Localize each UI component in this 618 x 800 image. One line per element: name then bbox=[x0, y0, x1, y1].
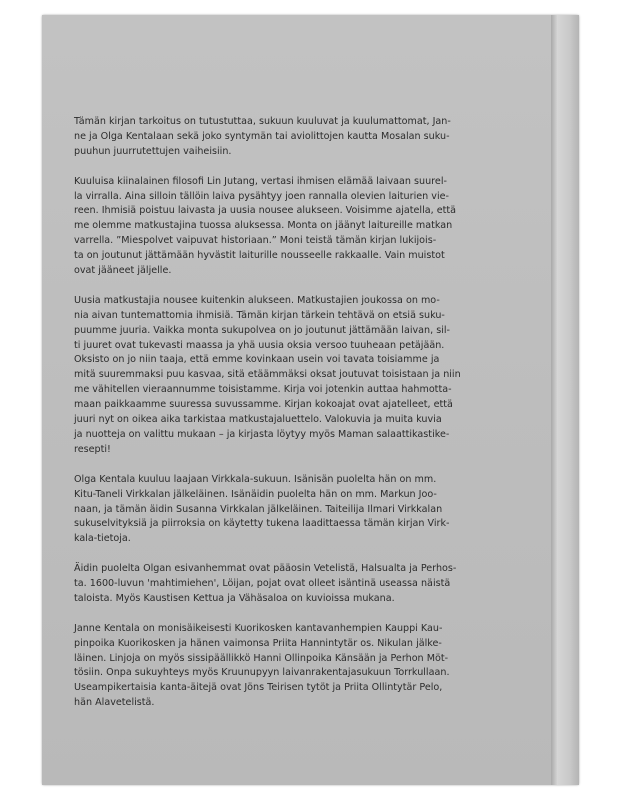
text-line: Olga Kentala kuuluu laajaan Virkkala-sukuun. Isänisän puolelta hän on mm. bbox=[74, 473, 437, 485]
text-line: Kuuluisa kiinalainen filosofi Lin Jutang, vertasi ihmisen elämää laivaan suurel- bbox=[74, 175, 447, 187]
text-line: kala-tietoja. bbox=[74, 533, 131, 545]
text-line: Uusia matkustajia nousee kuitenkin alukseen. Matkustajien joukossa on mo- bbox=[74, 294, 440, 306]
text-line: Oksisto on jo niin taaja, että emme kovinkaan usein voi tavata toisiamme ja bbox=[74, 354, 440, 366]
text-line: mitä suuremmaksi puu kasvaa, sitä etäämmäksi oksat joutuvat toisistaan ja niin bbox=[74, 369, 461, 381]
text-line: ovat jääneet jäljelle. bbox=[74, 265, 172, 277]
text-line: me olemme matkustajina tuossa aluksessa. Monta on jäänyt laitureille matkan bbox=[74, 220, 453, 232]
text-line: puuhun juurrutettujen vaiheisiin. bbox=[74, 145, 232, 157]
blurb-paragraph-4 bbox=[74, 473, 470, 548]
blurb-paragraph-5 bbox=[74, 562, 470, 607]
text-line: tösiin. Onpa sukuyhteys myös Kruunupyyn laivanrakentajasukuun Torrkullaan. bbox=[74, 667, 450, 679]
text-line: naan, ja tämän äidin Susanna Virkkalan jälkeläinen. Taiteilija Ilmari Virkkalan bbox=[74, 503, 443, 515]
text-line: ti juuret ovat tukevasti maassa ja yhä uusia oksia versoo tuuheaan petäjään. bbox=[74, 339, 445, 351]
text-line: resepti! bbox=[74, 443, 111, 455]
text-line: puumme juuria. Vaikka monta sukupolvea on jo joutunut jättämään laivan, sil- bbox=[74, 324, 451, 336]
text-line: läinen. Linjoja on myös sissipäällikkö Hanni Ollinpoika Känsään ja Perhon Möt- bbox=[74, 652, 449, 664]
text-line: ja nuotteja on valittu mukaan – ja kirjasta löytyy myös Maman salaattikastike- bbox=[74, 429, 450, 440]
text-line: sukuselvityksiä ja piirroksia on käytetty tukena laadittaessa tämän kirjan Virk- bbox=[74, 518, 450, 530]
text-line: Useampikertaisia kanta-äitejä ovat Jöns Teirisen tytöt ja Priita Ollintytär Pelo, bbox=[74, 682, 443, 694]
text-line: hän Alavetelistä. bbox=[74, 697, 155, 709]
text-line: Kitu-Taneli Virkkalan jälkeläinen. Isänäidin puolelta hän on mm. Markun Joo- bbox=[74, 488, 437, 500]
text-line: pinpoika Kuorikosken ja hänen vaimonsa Priita Hannintytär os. Nikulan jälke- bbox=[74, 637, 442, 649]
text-line: ta. 1600-luvun 'mahtimiehen', Löijan, pojat ovat olleet isäntinä useassa näistä bbox=[74, 578, 451, 590]
text-line: varrella. ”Miespolvet vaipuvat historiaan.” Moni teistä tämän kirjan lukijois- bbox=[74, 235, 437, 247]
text-line: Janne Kentala on monisäikeisesti Kuorikosken kantavanhempien Kauppi Kau- bbox=[74, 622, 443, 634]
text-line: nia aivan tuntemattomia ihmisiä. Tämän kirjan tärkein tehtävä on etsiä suku- bbox=[74, 309, 445, 321]
text-line: ta on joutunut jättämään hyvästit laiturille nousseelle rakkaalle. Vain muistot bbox=[74, 250, 445, 262]
book-spine bbox=[557, 15, 579, 785]
text-line: reen. Ihmisiä poistuu laivasta ja uusia nousee alukseen. Voisimme ajatella, että bbox=[74, 205, 457, 217]
back-cover-blurb bbox=[74, 115, 470, 726]
text-line: taloista. Myös Kaustisen Kettua ja Vähäsaloa on kuvioissa mukana. bbox=[74, 592, 395, 604]
text-line: Äidin puolelta Olgan esivanhemmat ovat pääosin Vetelistä, Halsualta ja Perhos- bbox=[74, 563, 457, 575]
text-line: ne ja Olga Kentalaan sekä joko syntymän tai aviolittojen kautta Mosalan suku- bbox=[74, 130, 450, 142]
blurb-paragraph-2 bbox=[74, 175, 470, 279]
text-line: la virralla. Aina silloin tällöin laiva pysähtyy joen rannalla olevien laiturien vie- bbox=[74, 190, 449, 202]
text-line: maan paikkaamme suuressa suvussamme. Kirjan kokoajat ovat ajatelleet, että bbox=[74, 399, 453, 411]
blurb-paragraph-6 bbox=[74, 622, 470, 711]
text-line: Tämän kirjan tarkoitus on tutustuttaa, sukuun kuuluvat ja kuulumattomat, Jan- bbox=[74, 116, 451, 127]
blurb-paragraph-1 bbox=[74, 115, 470, 160]
blurb-paragraph-3 bbox=[74, 294, 470, 458]
text-line: me vähitellen vieraannumme toisistamme. Kirja voi jotenkin auttaa hahmotta- bbox=[74, 384, 452, 396]
text-line: juuri nyt on oikea aika tarkistaa matkustajaluettelo. Valokuvia ja muita kuvia bbox=[74, 414, 442, 426]
